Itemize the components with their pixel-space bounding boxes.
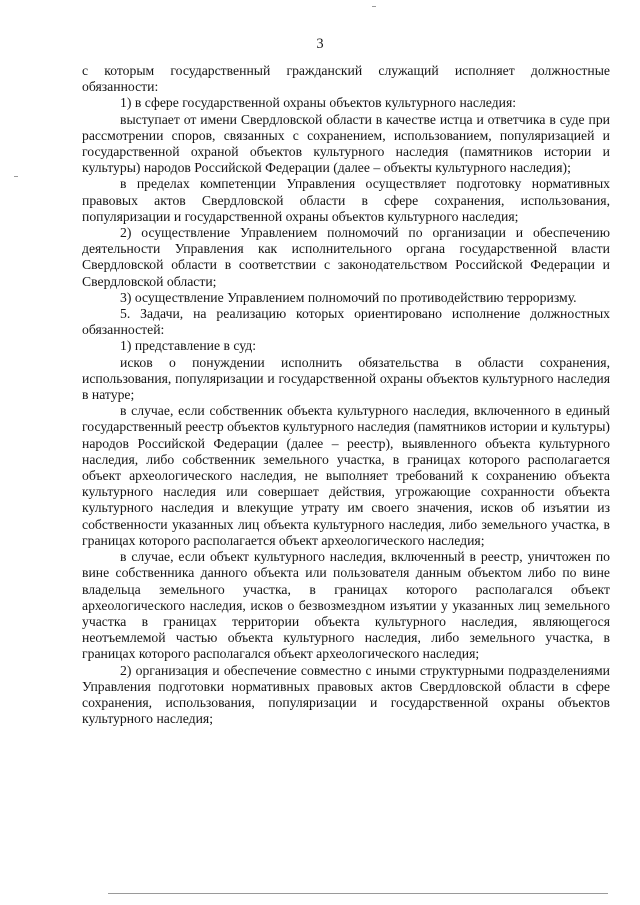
scan-mark — [14, 176, 18, 177]
scan-edge-line — [108, 893, 608, 894]
paragraph: 5. Задачи, на реализацию которых ориентировано исполнение должностных обязанностей: — [82, 306, 610, 338]
paragraph: в пределах компетенции Управления осуществляет подготовку нормативных правовых актов Свердловской области в сфере сохранения, использования, популяризации и государственной охраны объектов культурного наследия; — [82, 176, 610, 224]
paragraph: с которым государственный гражданский служащий исполняет должностные обязанности: — [82, 63, 610, 95]
page-number: 3 — [316, 36, 324, 52]
document-body — [82, 63, 610, 727]
paragraph: 3) осуществление Управлением полномочий по противодействию терроризму. — [120, 289, 577, 305]
paragraph: в случае, если объект культурного наследия, включенный в реестр, уничтожен по вине собственника данного объекта или пользователя данным объектом либо по вине владельца земельного участка, в границах которого располагался объект археологического наследия, исков о безвозмездном изъятии у указанных лиц земельного участка в границах территории объекта культурного наследия, являющегося неотъемлемой частью объекта культурного наследия, либо земельного участка, в границах которого располагался объект археологического наследия; — [82, 549, 610, 662]
paragraph: исков о понуждении исполнить обязательства в области сохранения, использования, популяризации и государственной охраны объектов культурного наследия в натуре; — [82, 354, 610, 403]
paragraph: 1) представление в суд: — [120, 338, 257, 354]
paragraph: 2) осуществление Управлением полномочий по организации и обеспечению деятельности Управления как исполнительного органа государственной власти Свердловской области в соответствии с законодательством Российской Федерации и Свердловской области; — [82, 225, 610, 289]
paragraph: 1) в сфере государственной охраны объектов культурного наследия: — [120, 95, 517, 111]
paragraph: в случае, если собственник объекта культурного наследия, включенного в единый государственный реестр объектов культурного наследия (памятников истории и культуры) народов Российской Федерации (далее – реестр), выявленного объекта культурного наследия, либо собственник земельного участка, в границах которого располагается объект археологического наследия, не выполняет требований к сохранению объекта культурного наследия или совершает действия, угрожающие сохранности объекта культурного наследия и влекущие утрату им своего значения, исков об изъятии из собственности указанных лиц объекта культурного наследия, либо земельного участка, в границах которого располагается объект археологического наследия; — [82, 403, 610, 548]
paragraph: выступает от имени Свердловской области в качестве истца и ответчика в суде при рассмотрении споров, связанных с сохранением, использованием, популяризацией и государственной охраной объектов культурного наследия (памятников истории и культуры) народов Российской Федерации (далее – объекты культурного наследия); — [82, 111, 610, 176]
paragraph: 2) организация и обеспечение совместно с иными структурными подразделениями Управления подготовки нормативных правовых актов Свердловской области в сфере сохранения, использования, популяризации и государственной охраны объектов культурного наследия; — [82, 662, 610, 727]
scan-mark — [372, 6, 376, 7]
